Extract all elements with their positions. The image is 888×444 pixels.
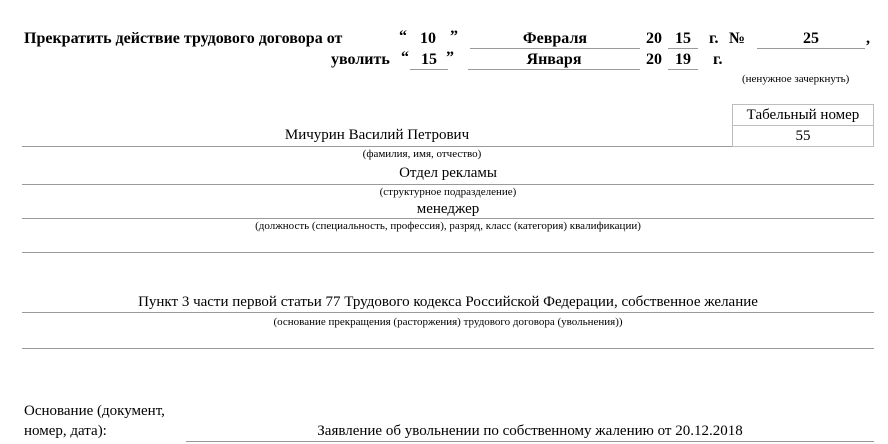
tabel-number-value: 55: [732, 125, 874, 147]
strike-note: (ненужное зачеркнуть): [742, 73, 850, 85]
dismiss-year-prefix: 20: [646, 51, 662, 68]
contract-year-suffix: 15: [675, 30, 691, 47]
dismiss-month-line: [468, 69, 640, 70]
department: Отдел рекламы: [399, 165, 497, 181]
dismiss-year-label: г.: [713, 51, 723, 68]
contract-number: 25: [803, 30, 819, 47]
terminate-label: Прекратить действие трудового договора от: [24, 30, 343, 47]
grounds-value: Пункт 3 части первой статьи 77 Трудового кодекса Российской Федерации, собственное желание: [138, 294, 758, 310]
contract-day: 10: [420, 30, 436, 47]
contract-month: Февраля: [522, 30, 588, 47]
grounds-line-2: [22, 348, 874, 349]
dismiss-year-suffix: 19: [675, 51, 691, 68]
grounds-line: [22, 312, 874, 313]
contract-month-line: [470, 48, 640, 49]
contract-year-prefix: 20: [646, 30, 662, 47]
department-line: [22, 184, 874, 185]
quote-close: ”: [450, 28, 458, 45]
comma: ,: [866, 30, 870, 47]
dismiss-month: Января: [526, 51, 582, 68]
position-line: [22, 218, 874, 219]
grounds-caption: (основание прекращения (расторжения) трудового договора (увольнения)): [273, 316, 623, 328]
full-name: Мичурин Василий Петрович: [284, 127, 470, 143]
basis-line: [186, 441, 874, 442]
basis-label-2: номер, дата):: [24, 423, 107, 439]
position: менеджер: [416, 201, 480, 217]
year-label: г.: [709, 30, 719, 47]
dismiss-label: уволить: [331, 51, 390, 68]
quote-open: “: [399, 28, 407, 45]
position-caption: (должность (специальность, профессия), разряд, класс (категория) квалификации): [255, 220, 641, 232]
blank-line: [22, 252, 874, 253]
number-sign: №: [729, 30, 746, 47]
dismiss-day: 15: [421, 51, 437, 68]
department-caption: (структурное подразделение): [379, 186, 517, 198]
contract-year-line: [668, 48, 698, 49]
quote-close-2: ”: [446, 49, 454, 66]
full-name-caption: (фамилия, имя, отчество): [362, 148, 482, 160]
dismiss-day-line: [410, 69, 448, 70]
basis-value: Заявление об увольнении по собственному жалению от 20.12.2018: [317, 423, 743, 439]
basis-label-1: Основание (документ,: [24, 403, 165, 419]
tabel-number-header: Табельный номер: [732, 104, 874, 126]
full-name-line: [22, 146, 732, 147]
contract-number-line: [757, 48, 865, 49]
dismiss-year-line: [668, 69, 698, 70]
quote-open-2: “: [401, 49, 409, 66]
